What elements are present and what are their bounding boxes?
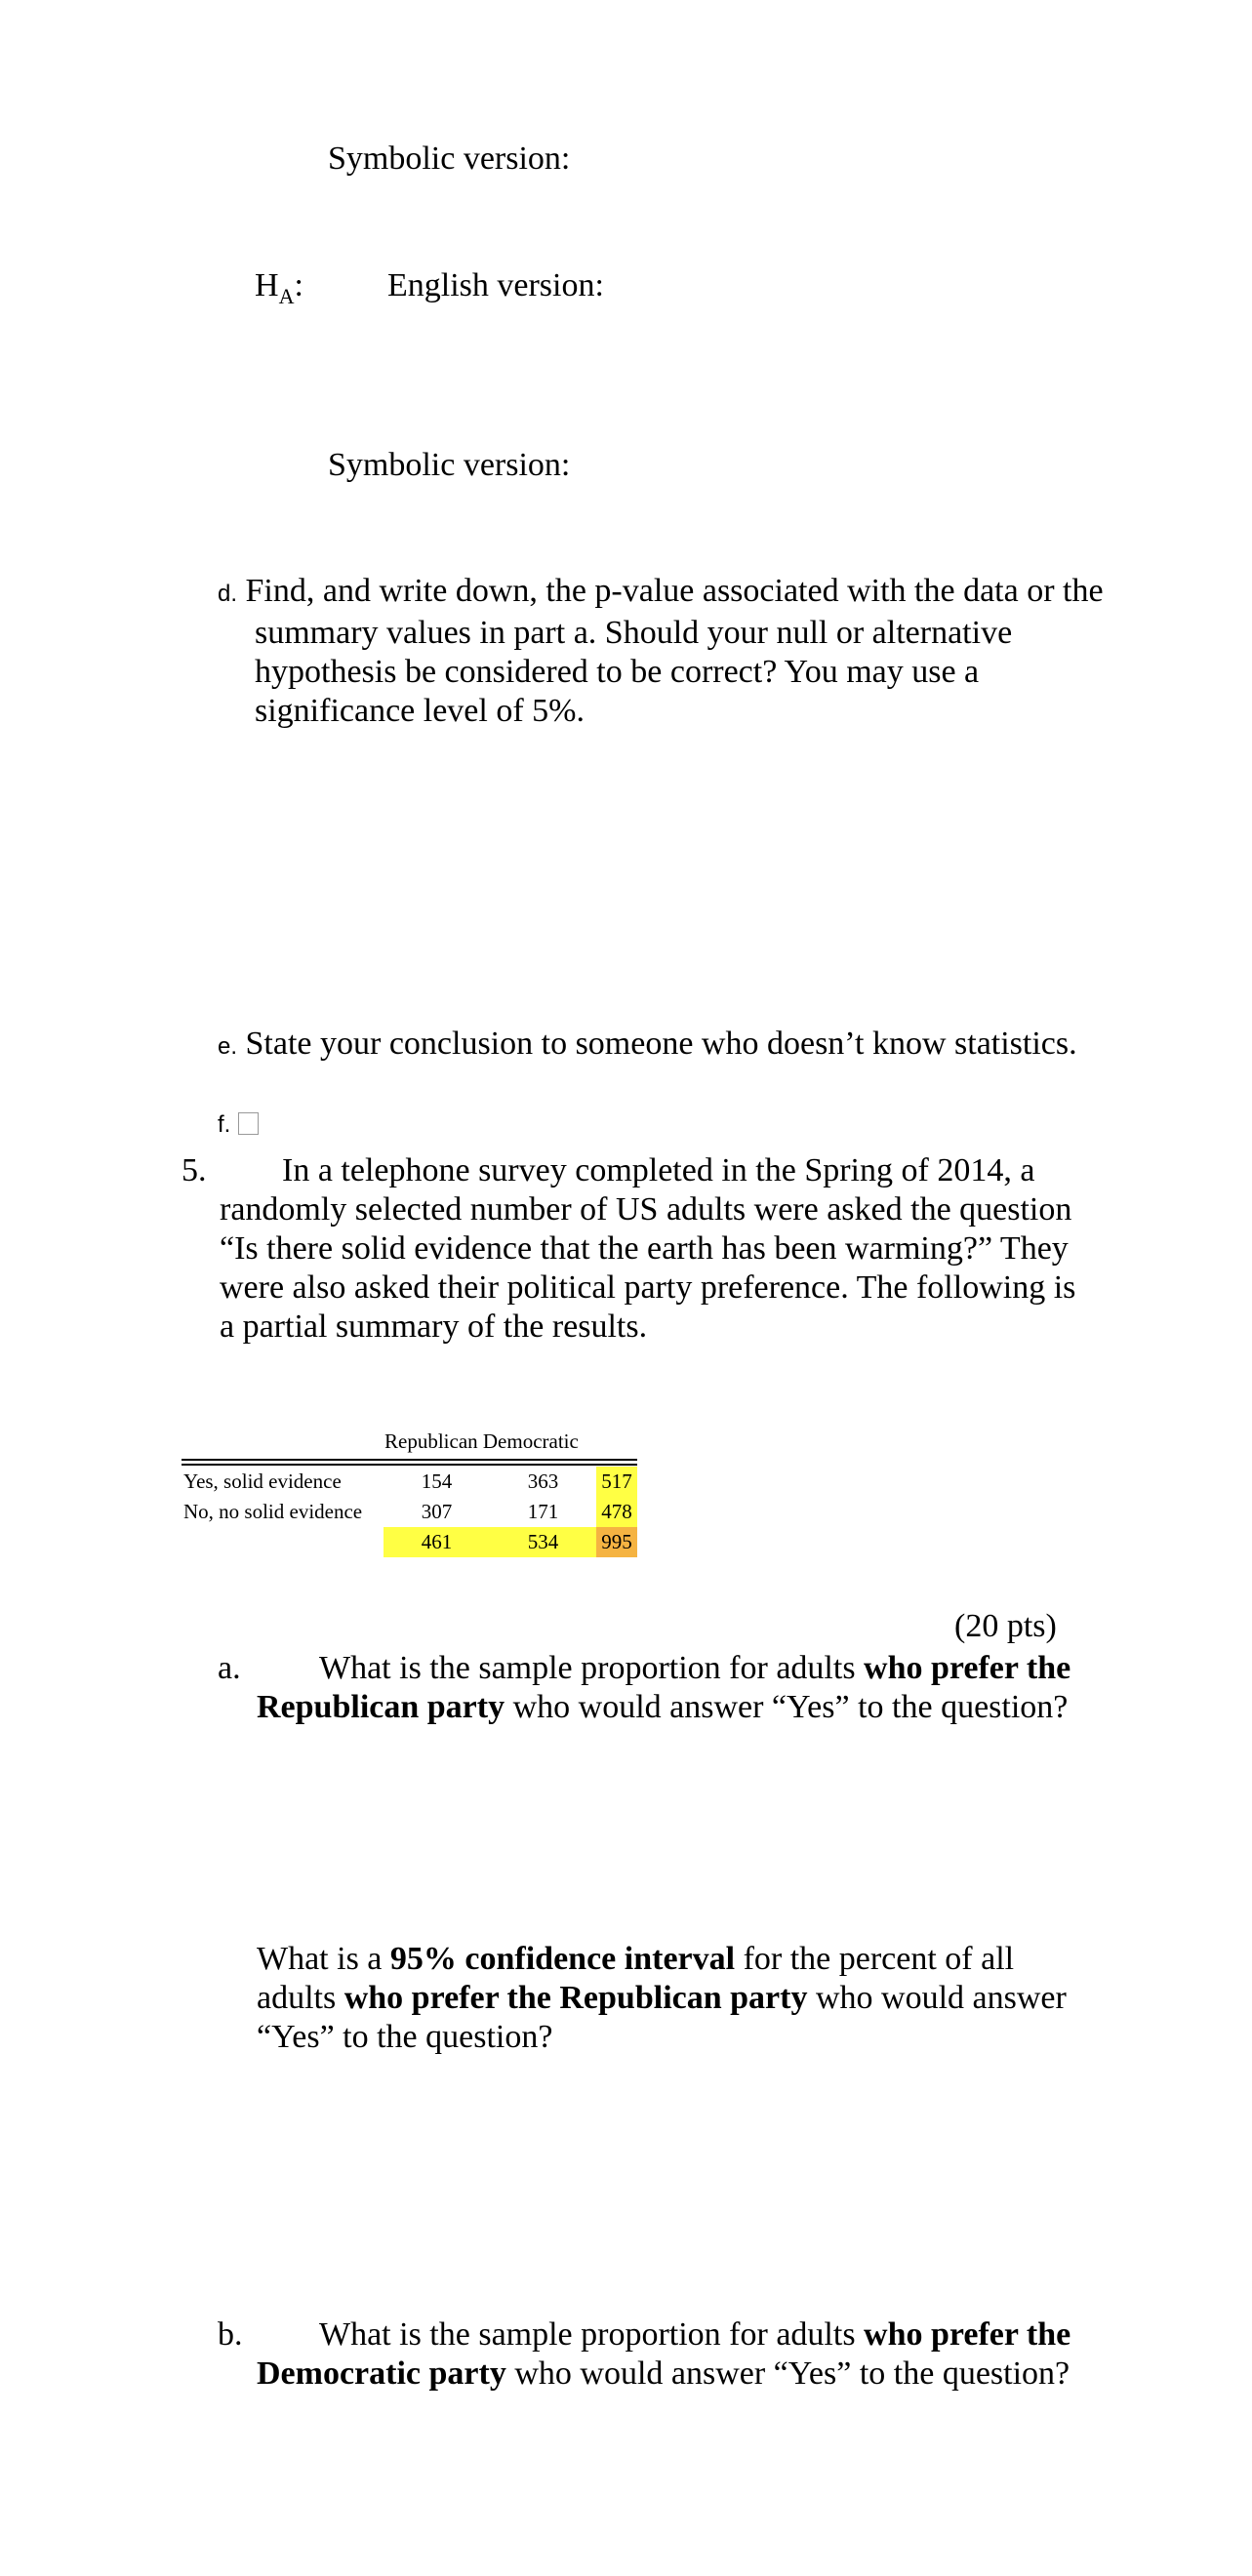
part-a-question-2 [257,1940,1076,2057]
part-e-text: State your conclusion to someone who doesn’t know statistics. [245,1026,1077,1062]
grand-total: 995 [596,1527,637,1557]
question-5-points: (20 pts) [954,1608,1057,1644]
ha-colon: : [294,267,303,303]
part-e-question [218,1025,1113,1067]
table-row [182,1497,637,1527]
part-e-letter: e. [218,1033,238,1060]
part-a-question-1 [257,1649,1076,1727]
table-row [182,1467,637,1497]
cell-democratic: 171 [527,1500,559,1523]
cell-row-total: 478 [596,1497,637,1527]
question-5-number: 5. [182,1152,207,1188]
part-b-q-post: who would answer “Yes” to the question? [505,2355,1070,2392]
part-d-text: Find, and write down, the p-value associated with the data or the summary values in part a. Should your null or alternative hypothesis be considered to be correct? You may use a significance level of 5%. [245,573,1104,729]
table-rule-bottom [182,1464,637,1466]
table-rule-top [182,1459,637,1461]
header-democratic: Democratic [482,1429,579,1453]
ha-letter: H [255,267,279,303]
total-democratic: 534 [527,1530,559,1553]
part-a-q1-post: who would answer “Yes” to the question? [505,1689,1069,1725]
part-a-q2-bold2: who prefer the Republican party [343,1980,808,2016]
part-b-question [257,2315,1076,2394]
part-a-q1-bold: who prefer the Republican party [257,1650,1071,1725]
part-f [218,1108,259,1142]
part-a-q2-mid: for the percent of all adults [257,1941,1015,2016]
part-b-letter: b. [218,2316,243,2353]
part-a-q2-bold1: 95% confidence interval [389,1941,736,1977]
part-a-letter: a. [218,1650,241,1686]
part-b-q-bold: who prefer the Democratic party [257,2316,1071,2392]
cell-row-total: 517 [596,1467,637,1497]
symbolic-version-label-1: Symbolic version: [328,141,571,177]
part-a-q2-post: who would answer “Yes” to the question? [257,1980,1067,2055]
row-label: No, no solid evidence [183,1500,363,1523]
table-totals-row [182,1527,637,1557]
part-b-q-pre: What is the sample proportion for adults [319,2316,865,2353]
ha-subscript: A [278,284,295,308]
total-republican: 461 [421,1530,453,1553]
ha-symbol [255,266,303,316]
cell-democratic: 363 [527,1469,559,1493]
part-f-checkbox[interactable] [238,1112,259,1135]
part-d-question [218,572,1113,731]
cell-republican: 154 [421,1469,453,1493]
symbolic-version-label-2: Symbolic version: [328,447,571,483]
english-version-label: English version: [387,267,604,303]
part-a-q2-pre: What is a [257,1941,390,1977]
question-5-text: In a telephone survey completed in the Spring of 2014, a randomly selected number of US adults were asked the question “Is there solid evidence that the earth has been warming?” They were also asked their political party preference. The following is a partial summary of the results. [220,1152,1076,1345]
row-label: Yes, solid evidence [183,1469,342,1493]
header-republican: Republican [384,1429,478,1453]
cell-republican: 307 [421,1500,453,1523]
part-d-letter: d. [218,581,238,607]
table-header [384,1427,579,1457]
part-a-q1-pre: What is the sample proportion for adults [319,1650,865,1686]
part-f-letter: f. [218,1111,231,1138]
